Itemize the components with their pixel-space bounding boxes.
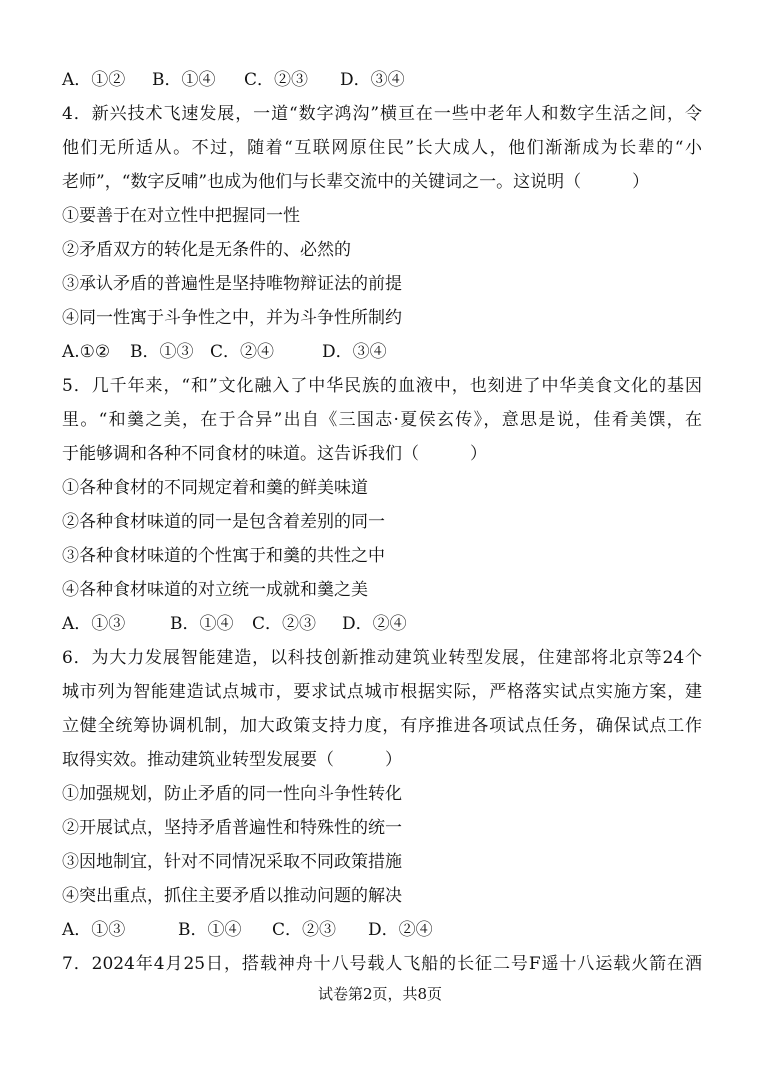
q4-statement-2: ②矛盾双方的转化是无条件的、必然的 bbox=[62, 240, 351, 260]
q4-statement-4: ④同一性寓于斗争性之中，并为斗争性所制约 bbox=[62, 308, 402, 328]
q4-stem-line-2: 他们无所适从。不过，随着“互联网原住民”长大成人，他们渐渐成为长辈的“小 bbox=[62, 138, 702, 158]
q3-option-b: B．①④ bbox=[152, 70, 216, 90]
q6-statement-3: ③因地制宜，针对不同情况采取不同政策措施 bbox=[62, 852, 402, 872]
q4-option-b: B．①③ bbox=[130, 342, 194, 362]
q6-option-c: C．②③ bbox=[272, 920, 337, 940]
q4-option-c: C．②④ bbox=[210, 342, 275, 362]
q4-statement-3: ③承认矛盾的普遍性是坚持唯物辩证法的前提 bbox=[62, 274, 402, 294]
q4-option-a: A.①② bbox=[62, 342, 111, 362]
q5-statement-4: ④各种食材味道的对立统一成就和羹之美 bbox=[62, 580, 368, 600]
q6-statement-2: ②开展试点，坚持矛盾普遍性和特殊性的统一 bbox=[62, 818, 402, 838]
q6-statement-4: ④突出重点，抓住主要矛盾以推动问题的解决 bbox=[62, 886, 402, 906]
q5-option-b: B．①④ bbox=[170, 614, 234, 634]
q5-statement-2: ②各种食材味道的同一是包含着差别的同一 bbox=[62, 512, 385, 532]
q6-option-b: B．①④ bbox=[178, 920, 242, 940]
q6-statement-1: ①加强规划，防止矛盾的同一性向斗争性转化 bbox=[62, 784, 402, 804]
q5-stem-line-3: 于能够调和各种不同食材的味道。这告诉我们（ ） bbox=[62, 444, 487, 464]
q3-option-a: A．①② bbox=[62, 70, 126, 90]
q4-option-d: D．③④ bbox=[322, 342, 387, 362]
q5-stem-line-1: 5．几千年来，“和”文化融入了中华民族的血液中，也刻进了中华美食文化的基因 bbox=[62, 376, 702, 396]
q6-option-a: A．①③ bbox=[62, 920, 126, 940]
q5-option-d: D．②④ bbox=[342, 614, 407, 634]
q3-options bbox=[62, 69, 702, 91]
q6-option-d: D．②④ bbox=[368, 920, 433, 940]
q3-option-c: C．②③ bbox=[244, 70, 309, 90]
q4-stem-line-3: 老师”，“数字反哺”也成为他们与长辈交流中的关键词之一。这说明（ ） bbox=[62, 172, 650, 192]
q6-stem-line-3: 立健全统筹协调机制，加大政策支持力度，有序推进各项试点任务，确保试点工作 bbox=[62, 716, 702, 736]
q4-stem-line-1: 4．新兴技术飞速发展，一道“数字鸿沟”横亘在一些中老年人和数字生活之间，令 bbox=[62, 104, 702, 124]
q7-stem-line-1: 7．2024年4月25日，搭载神舟十八号载人飞船的长征二号F遥十八运载火箭在酒 bbox=[62, 954, 702, 974]
q6-options bbox=[62, 919, 702, 941]
q5-statement-1: ①各种食材的不同规定着和羹的鲜美味道 bbox=[62, 478, 368, 498]
q5-stem-line-2: 里。“和羹之美，在于合异”出自《三国志·夏侯玄传》，意思是说，佳肴美馔，在 bbox=[62, 410, 702, 430]
page-footer: 试卷第2页，共8页 bbox=[317, 985, 443, 1003]
q5-option-a: A．①③ bbox=[62, 614, 126, 634]
q5-option-c: C．②③ bbox=[252, 614, 317, 634]
q3-option-d: D．③④ bbox=[340, 70, 405, 90]
q6-stem-line-4: 取得实效。推动建筑业转型发展要（ ） bbox=[62, 750, 402, 770]
q5-options bbox=[62, 613, 702, 635]
q6-stem-line-1: 6．为大力发展智能建造，以科技创新推动建筑业转型发展，住建部将北京等24个 bbox=[62, 648, 702, 668]
q6-stem-line-2: 城市列为智能建造试点城市，要求试点城市根据实际，严格落实试点实施方案，建 bbox=[62, 682, 702, 702]
q4-options bbox=[62, 341, 702, 363]
q4-statement-1: ①要善于在对立性中把握同一性 bbox=[62, 206, 300, 226]
q5-statement-3: ③各种食材味道的个性寓于和羹的共性之中 bbox=[62, 546, 385, 566]
